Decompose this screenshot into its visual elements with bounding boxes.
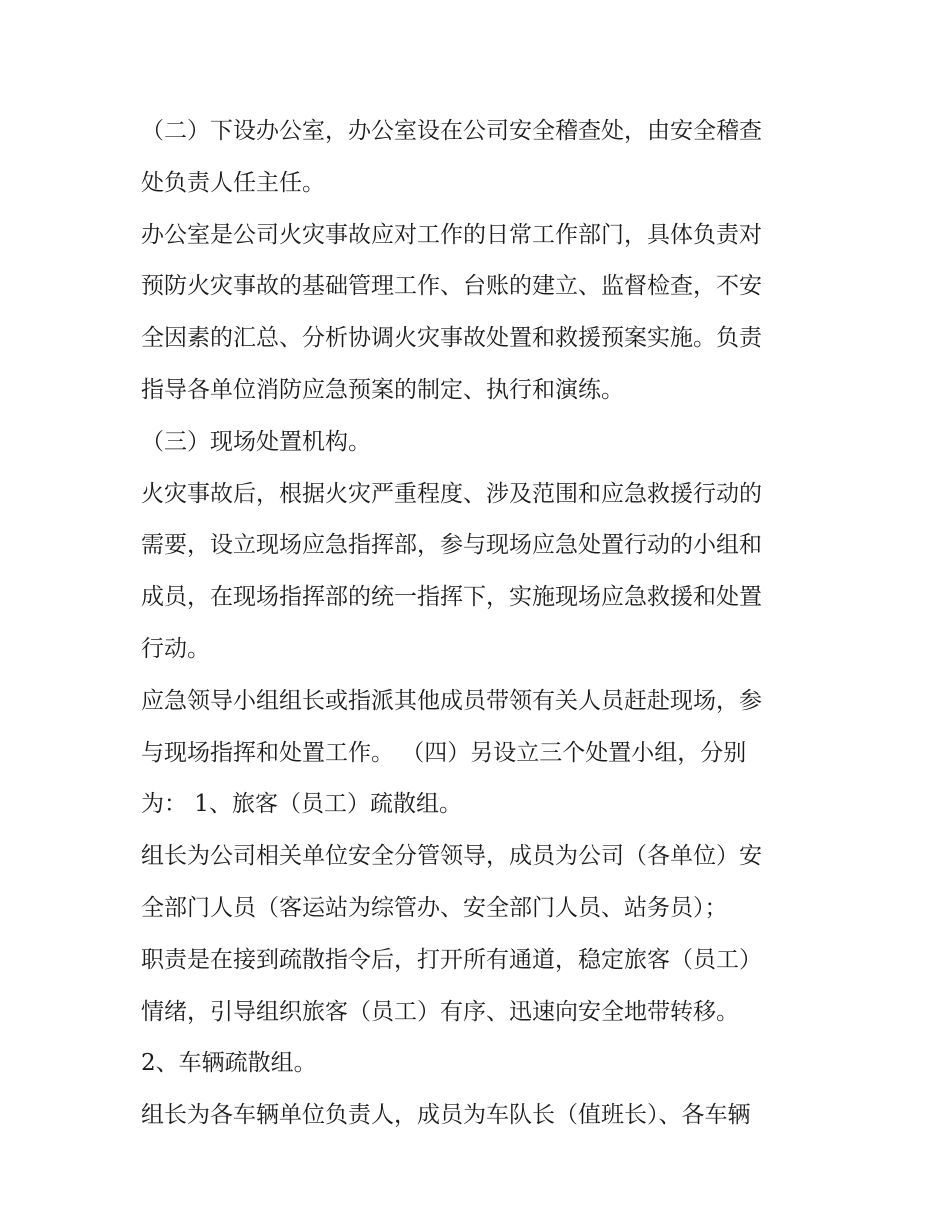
text-line: 组长为各车辆单位负责人，成员为车队长（值班长）、各车辆 [141,1102,751,1129]
text-line: （二）下设办公室，办公室设在公司安全稽查处，由安全稽查 [141,118,762,144]
text-line: 情绪，引导组织旅客（员工）有序、迅速向安全地带转移。 [141,998,739,1025]
document-body [141,106,813,1142]
text-line: 2、车辆疏散组。 [141,1050,317,1077]
text-line: 预防火灾事故的基础管理工作、台账的建立、监督检查，不安 [141,273,762,300]
text-line: 指导各单位消防应急预案的制定、执行和演练。 [141,376,624,403]
text-line: 组长为公司相关单位安全分管领导，成员为公司（各单位）安 [141,843,762,870]
text-line: （三）现场处置机构。 [141,428,371,455]
text-line: 与现场指挥和处置工作。 （四）另设立三个处置小组，分别 [141,739,747,766]
text-line: 职责是在接到疏散指令后，打开所有通道，稳定旅客（员工） [141,946,762,973]
text-line: 为： 1、旅客（员工）疏散组。 [141,791,462,818]
text-line: 应急领导小组组长或指派其他成员带领有关人员赶赴现场，参 [141,687,762,714]
text-line: 处负责人任主任。 [141,169,325,196]
text-line: 全部门人员（客运站为综管办、安全部门人员、站务员）； [141,894,728,921]
text-line: 全因素的汇总、分析协调火灾事故处置和救援预案实施。负责 [141,325,762,352]
text-line: 办公室是公司火灾事故应对工作的日常工作部门，具体负责对 [141,221,762,248]
text-line: 需要，设立现场应急指挥部，参与现场应急处置行动的小组和 [141,532,762,559]
text-line: 行动。 [141,635,210,662]
text-line: 火灾事故后，根据火灾严重程度、涉及范围和应急救援行动的 [141,480,762,507]
text-line: 成员，在现场指挥部的统一指挥下，实施现场应急救援和处置 [141,584,762,611]
